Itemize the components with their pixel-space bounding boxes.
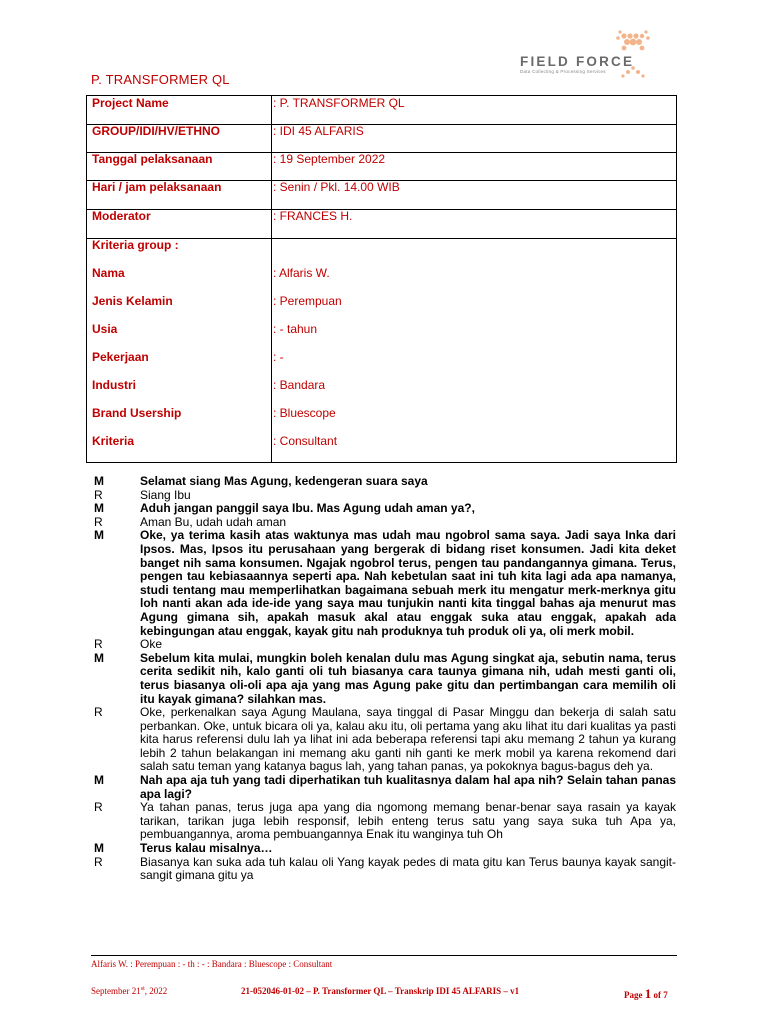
- line-text: Selamat siang Mas Agung, kedengeran suara saya: [140, 474, 428, 488]
- line-text: Aduh jangan panggil saya Ibu. Mas Agung udah aman ya?,: [140, 501, 475, 516]
- speaker-label: M: [94, 773, 104, 788]
- transcript-line: [94, 856, 676, 883]
- info-label: Brand Usership: [92, 406, 182, 420]
- info-row-name: [87, 266, 676, 294]
- info-value: : Perempuan: [273, 294, 342, 308]
- info-value: : IDI 45 ALFARIS: [273, 124, 364, 138]
- info-label: Moderator: [92, 209, 151, 223]
- info-row-date: [87, 152, 676, 181]
- speaker-label: M: [94, 841, 104, 856]
- info-row-brand-usership: [87, 406, 676, 434]
- info-row-gender: [87, 294, 676, 322]
- logo-tagline: Data Collecting & Processing Services: [520, 69, 606, 74]
- line-text: Oke, perkenalkan saya Agung Maulana, saya tinggal di Pasar Minggu dan bekerja di salah satu perbankan. Oke, untuk bicara oli ya, kalau aku itu, oli pertama yang aku lihat itu dari kualitas ya pasti kita harus referensi dulu lah ya lihat ini ada beberapa referensi tapi aku memang 2 tahun ya kurang lebih 2 tahun belakangan ini memang aku ganti nih ganti ke merk mobil ya karena rekomend dari salah satu teman yang katanya bagus lah, yang tahan panas, ya pokoknya bagus-bagus deh ya.: [140, 705, 676, 774]
- info-row-project-name: [87, 96, 676, 125]
- page-title: P. TRANSFORMER QL: [91, 72, 230, 87]
- speaker-label: R: [94, 705, 103, 720]
- speaker-label: R: [94, 487, 103, 502]
- project-info-table: [86, 95, 677, 463]
- speaker-label: R: [94, 514, 103, 529]
- info-label: Kriteria group :: [92, 238, 179, 252]
- line-text: Sebelum kita mulai, mungkin boleh kenalan dulu mas Agung singkat aja, sebutin nama, terus cerita sedikit nih, kalo ganti oli tuh biasanya cara taunya gimana nih, udah mesti ganti oli, terus biasanya oli-oli apa aja yang mas Agung pake gitu dan pertimbangan cara memilih oli itu kayak gimana? silahkan mas.: [140, 650, 676, 706]
- footer-respondent-summary: Alfaris W. : Perempuan : - th : - : Bandara : Bluescope : Consultant: [91, 959, 333, 969]
- transcript-line: [94, 706, 676, 774]
- line-text: Oke, ya terima kasih atas waktunya mas udah mau ngobrol sama saya. Jadi saya Inka dari Ipsos. Mas, Ipsos itu perusahaan yang bergerak di bidang riset konsumen. Jadi kita deket banget nih sama konsumen. Ngajak ngobrol terus, pengen tau pandangannya gimana. Terus, pengen tau kebiasaannya seperti apa. Nah kebetulan saat ini tuh kita lagi ada apa namanya, studi tentang mau memperlihatkan bagaimana sebuah merk itu mengatur merk-merknya gitu loh nanti akan ada ide-ide yang saya mau tunjukin nanti kita tinggal bahas aja menurut mas Agung gimana sih, apakah masuk akal atau enggak suka atau enggak, apakah ada kebingungan atau enggak, kayak gitu nah produknya tuh produk oli ya, oli merk mobil.: [140, 528, 676, 638]
- line-text: Biasanya kan suka ada tuh kalau oli Yang kayak pedes di mata gitu kan Terus baunya kayak sangit-sangit gimana gitu ya: [140, 854, 676, 883]
- info-label: Nama: [92, 266, 125, 280]
- transcript-line: [94, 842, 676, 856]
- info-value: : FRANCES H.: [273, 209, 353, 223]
- footer-divider: [91, 955, 677, 956]
- transcript-line: [94, 801, 676, 842]
- info-label: Kriteria: [92, 434, 135, 448]
- info-value: : Alfaris W.: [273, 266, 330, 280]
- info-value: : Consultant: [273, 434, 338, 448]
- speaker-label: M: [94, 650, 104, 665]
- speaker-label: R: [94, 800, 103, 815]
- info-value: : Bluescope: [273, 406, 336, 420]
- info-label: Project Name: [92, 96, 169, 110]
- info-row-occupation: [87, 350, 676, 378]
- info-value: : Bandara: [273, 378, 326, 392]
- info-value: : -: [273, 350, 284, 364]
- info-label: Industri: [92, 378, 136, 392]
- transcript-line: [94, 529, 676, 638]
- transcript-line: [94, 516, 676, 530]
- footer-page-number: [624, 986, 668, 1002]
- info-row-group: [87, 124, 676, 153]
- transcript: [94, 475, 676, 883]
- transcript-line: [94, 652, 676, 706]
- line-text: Oke: [140, 637, 163, 652]
- transcript-line: [94, 638, 676, 652]
- info-row-criteria: [87, 434, 676, 462]
- transcript-line: [94, 502, 676, 516]
- transcript-line: [94, 774, 676, 801]
- speaker-label: R: [94, 637, 103, 652]
- footer-date-year: , 2022: [144, 986, 168, 996]
- info-row-day-time: [87, 180, 676, 210]
- page-prefix: Page: [624, 990, 645, 1000]
- info-label: Hari / jam pelaksanaan: [92, 180, 222, 194]
- info-label: GROUP/IDI/HV/ETHNO: [92, 124, 221, 138]
- info-value: : 19 September 2022: [273, 152, 386, 166]
- footer-date: [91, 986, 167, 996]
- footer-document-id: 21-052046-01-02 – P. Transformer QL – Transkrip IDI 45 ALFARIS – v1: [241, 986, 520, 996]
- logo-wordmark: FIELD FORCE: [520, 54, 635, 69]
- info-row-age: [87, 322, 676, 350]
- info-value: : - tahun: [273, 322, 318, 336]
- transcript-line: [94, 475, 676, 489]
- line-text: Siang Ibu: [140, 487, 191, 502]
- info-row-moderator: [87, 209, 676, 239]
- line-text: Aman Bu, udah udah aman: [140, 514, 287, 529]
- speaker-label: M: [94, 474, 104, 488]
- speaker-label: M: [94, 501, 104, 516]
- fieldforce-logo: [516, 30, 676, 80]
- page-suffix: of 7: [651, 990, 668, 1000]
- line-text: Terus kalau misalnya…: [140, 841, 273, 856]
- info-label: Tanggal pelaksanaan: [92, 152, 213, 166]
- info-row-industry: [87, 378, 676, 406]
- info-label: Usia: [92, 322, 118, 336]
- info-row-criteria-group: [87, 238, 676, 266]
- footer-date-text: September 21: [91, 986, 141, 996]
- footer-date-suffix: st: [140, 986, 145, 992]
- info-value: : Senin / Pkl. 14.00 WIB: [273, 180, 400, 194]
- line-text: Ya tahan panas, terus juga apa yang dia ngomong memang benar-benar saya rasain ya kayak tarikan, tarikan juga lebih responsif, lebih enteng terus satu yang saya suka tuh Apa ya, pembuangannya, aroma pembuangannya Enak itu wanginya tuh Oh: [140, 800, 676, 842]
- info-label: Pekerjaan: [92, 350, 149, 364]
- speaker-label: M: [94, 528, 104, 543]
- info-value: : P. TRANSFORMER QL: [273, 96, 405, 110]
- transcript-line: [94, 489, 676, 503]
- line-text: Nah apa aja tuh yang tadi diperhatikan tuh kualitasnya dalam hal apa nih? Selain tahan panas apa lagi?: [140, 773, 676, 801]
- speaker-label: R: [94, 854, 103, 869]
- current-page: 1: [644, 986, 652, 1001]
- info-label: Jenis Kelamin: [92, 294, 173, 308]
